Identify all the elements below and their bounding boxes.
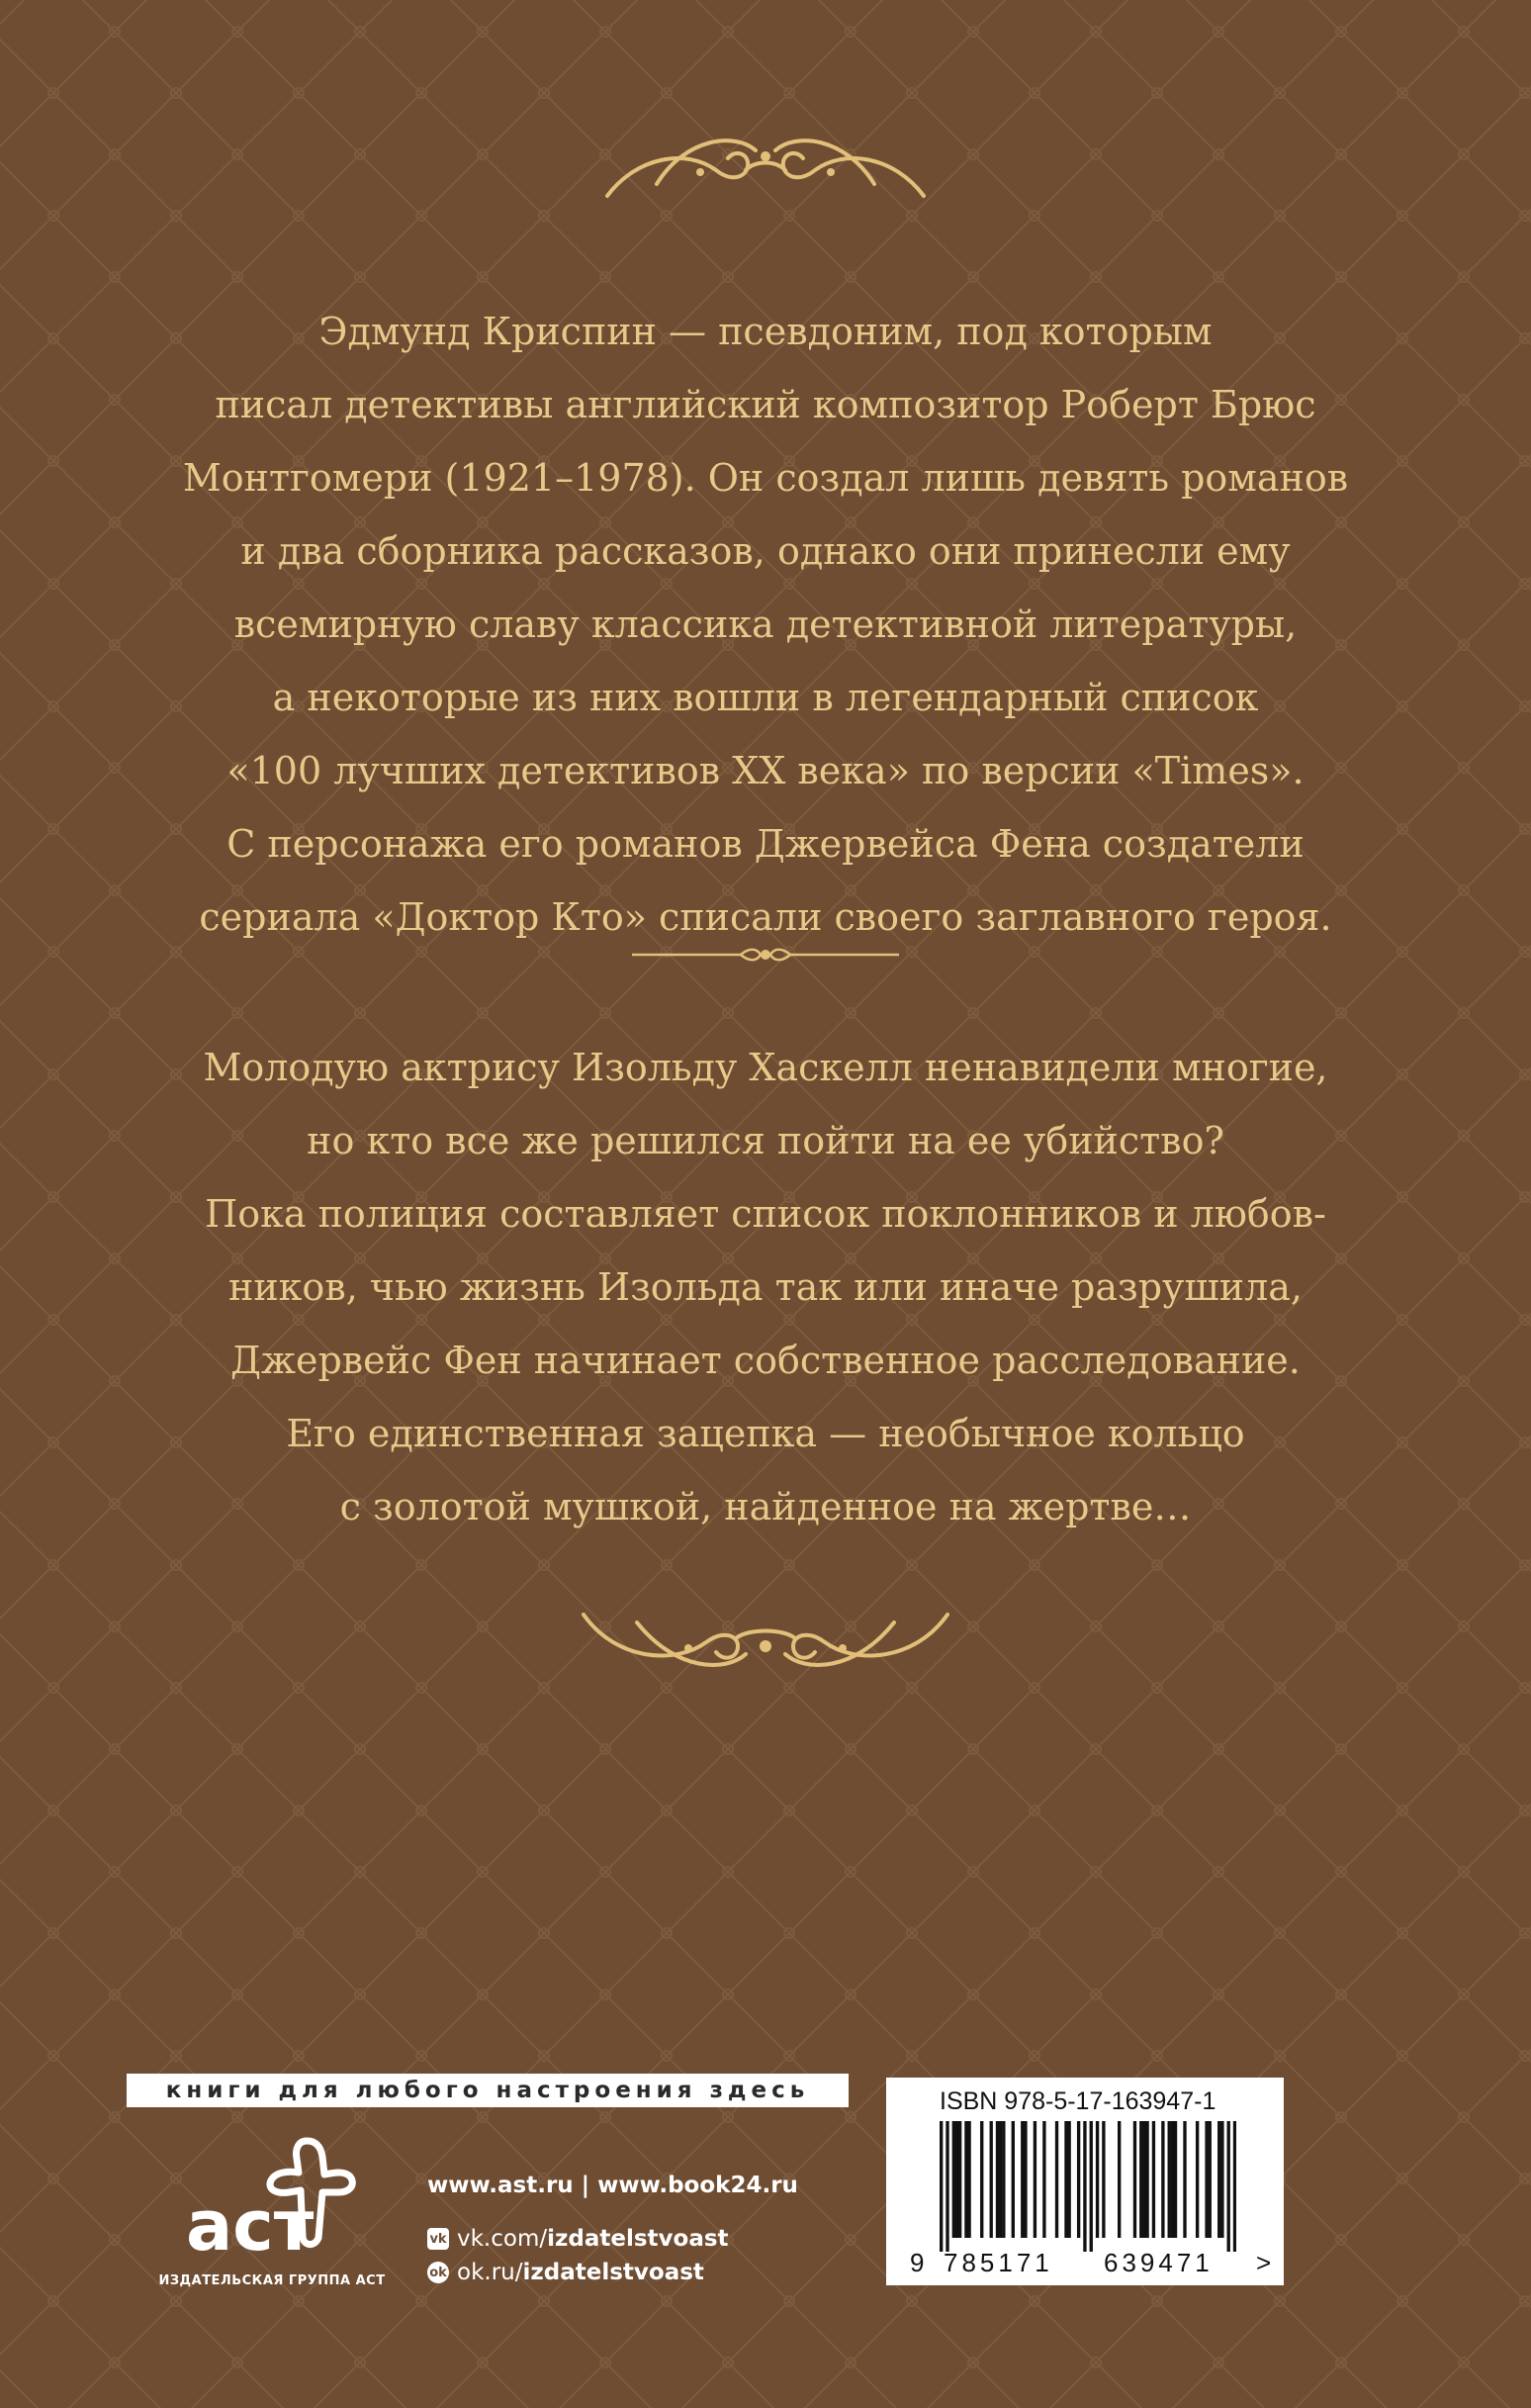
barcode-bar	[1077, 2121, 1080, 2238]
barcode-bar	[1142, 2121, 1145, 2238]
barcode-bar	[940, 2121, 943, 2252]
barcode-bar	[1145, 2121, 1148, 2238]
barcode-bar	[999, 2121, 1002, 2238]
social-prefix: vk.com/	[457, 2226, 548, 2252]
bio-line: Монтгомери (1921–1978). Он создал лишь девять романов	[182, 456, 1349, 500]
barcode-bar	[952, 2121, 955, 2238]
barcode-bar	[967, 2121, 970, 2238]
social-link-ok[interactable]	[427, 2260, 704, 2285]
isbn-label: ISBN 978-5-17-163947-1	[940, 2087, 1216, 2115]
barcode-bar	[1090, 2121, 1093, 2252]
barcode-digits	[910, 2248, 1276, 2278]
social-handle: izdatelstvoast	[522, 2260, 704, 2285]
bio-line: а некоторые из них вошли в легендарный список	[272, 676, 1259, 719]
barcode-bar	[1118, 2121, 1121, 2238]
social-handle: izdatelstvoast	[547, 2226, 729, 2252]
vk-icon: vk	[427, 2228, 449, 2250]
barcode-bar	[996, 2121, 999, 2238]
barcode-arrow: >	[1256, 2248, 1272, 2277]
barcode-bar	[1233, 2121, 1236, 2252]
barcode-bar	[1152, 2121, 1155, 2238]
barcode-bar	[1096, 2121, 1099, 2238]
barcode-bar	[1168, 2121, 1171, 2238]
barcode-image	[940, 2121, 1236, 2252]
bio-line: писал детективы английский композитор Роберт Брюс	[215, 383, 1316, 426]
synopsis-line: Пока полиция составляет список поклонников и любов-	[205, 1192, 1326, 1236]
synopsis-line: Джервейс Фен начинает собственное расследование.	[230, 1339, 1301, 1382]
synopsis-line: Его единственная зацепка — необычное кольцо	[286, 1412, 1245, 1455]
logo-text: аст	[186, 2185, 315, 2266]
barcode-bar	[946, 2121, 948, 2252]
barcode-bar	[980, 2121, 983, 2238]
barcode-bar	[1205, 2121, 1208, 2238]
barcode-bar	[1067, 2121, 1070, 2238]
top-flourish-ornament	[597, 127, 934, 202]
author-bio-paragraph	[138, 295, 1393, 954]
barcode-bar	[1139, 2121, 1142, 2238]
barcode-bar	[1083, 2121, 1086, 2252]
barcode-bar	[1220, 2121, 1223, 2238]
social-prefix: ok.ru/	[457, 2260, 523, 2285]
bio-line: С персонажа его романов Джервейса Фена создатели	[226, 822, 1305, 866]
bio-line: Эдмунд Криспин — псевдоним, под которым	[318, 310, 1213, 353]
barcode-bar	[1161, 2121, 1164, 2238]
barcode-bar	[1024, 2121, 1027, 2238]
barcode-bar	[1012, 2121, 1015, 2238]
social-link-vk[interactable]	[427, 2226, 729, 2252]
ast-logo	[180, 2127, 368, 2266]
bio-line: всемирную славу классика детективной литературы,	[233, 602, 1298, 646]
bio-line: «100 лучших детективов XX века» по версии «Times».	[226, 749, 1305, 792]
publisher-websites[interactable]: www.ast.ru | www.book24.ru	[427, 2173, 798, 2198]
barcode-bar	[1042, 2121, 1045, 2238]
publisher-name: ИЗДАТЕЛЬСКАЯ ГРУППА АСТ	[158, 2273, 386, 2288]
synopsis-line: но кто все же решился пойти на ее убийство?	[307, 1119, 1224, 1162]
barcode-bar	[1133, 2121, 1136, 2238]
barcode-bar	[1034, 2121, 1036, 2238]
barcode-bar	[1002, 2121, 1005, 2238]
ok-icon: ok	[427, 2262, 449, 2283]
barcode-bar	[990, 2121, 993, 2238]
bio-line: и два сборника рассказов, однако они принесли ему	[240, 529, 1291, 573]
barcode-bar	[1021, 2121, 1024, 2238]
tagline-strip: книги для любого настроения здесь	[127, 2074, 849, 2107]
barcode-bar	[1055, 2121, 1058, 2238]
barcode-bar	[958, 2121, 961, 2238]
synopsis-line: Молодую актрису Изольду Хаскелл ненавидели многие,	[203, 1046, 1328, 1089]
synopsis-line: с золотой мушкой, найденное на жертве…	[339, 1485, 1192, 1528]
barcode-bar	[1174, 2121, 1177, 2238]
barcode-first-digit: 9	[910, 2248, 925, 2277]
barcode-bar	[1196, 2121, 1199, 2238]
divider-ornament	[632, 944, 899, 966]
barcode-digit-group-1: 785171	[944, 2248, 1053, 2277]
barcode-bar	[1227, 2121, 1230, 2252]
bio-line: сериала «Доктор Кто» списали своего заглавного героя.	[199, 895, 1332, 939]
barcode-bar	[1217, 2121, 1220, 2238]
synopsis-line: ников, чью жизнь Изольда так или иначе разрушила,	[228, 1265, 1303, 1309]
barcode-bar	[1171, 2121, 1174, 2238]
barcode-bar	[1183, 2121, 1186, 2238]
bottom-flourish-ornament	[578, 1603, 953, 1678]
barcode-digit-group-2: 639471	[1104, 2248, 1214, 2277]
book-synopsis-paragraph	[138, 1031, 1393, 1543]
isbn-barcode-box	[886, 2078, 1284, 2285]
barcode-bar	[1102, 2121, 1105, 2238]
barcode-bar	[955, 2121, 958, 2238]
barcode-bar	[1209, 2121, 1212, 2238]
barcode-bar	[964, 2121, 967, 2238]
barcode-bar	[1064, 2121, 1067, 2238]
